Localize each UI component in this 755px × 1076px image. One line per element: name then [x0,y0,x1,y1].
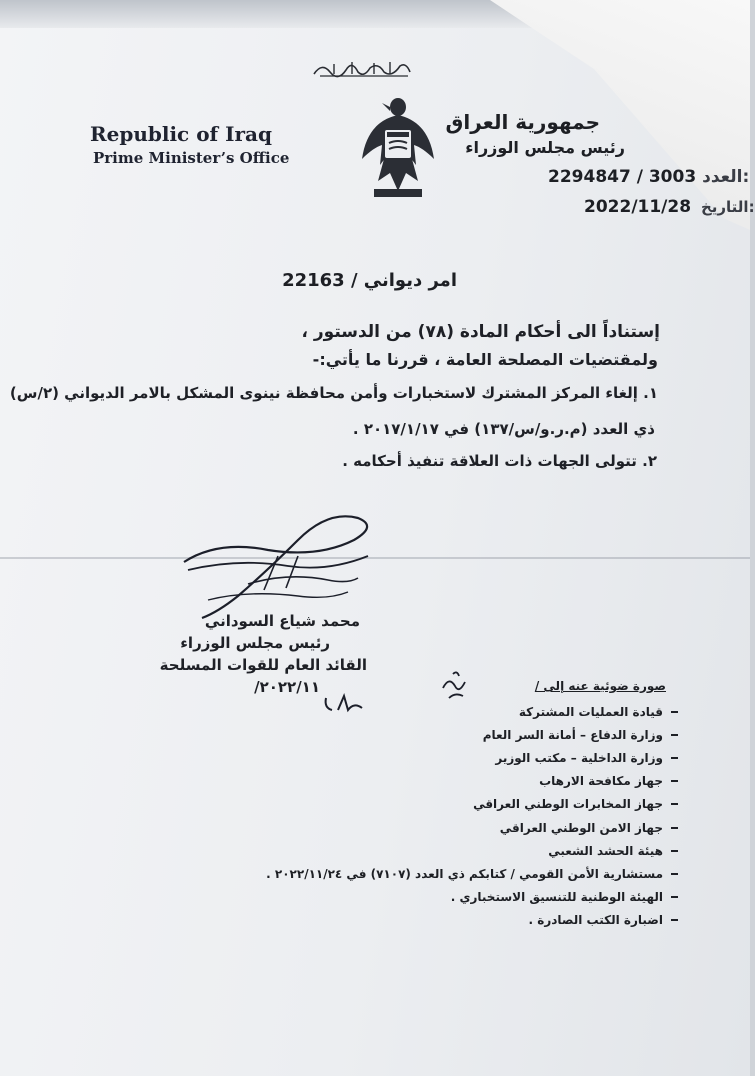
order-preamble-line1: إستناداً الى أحكام المادة (٧٨) من الدستور ، [301,322,660,342]
cc-heading: صورة ضوئية عنه إلى / [534,679,666,693]
cc-recipient [178,746,678,769]
cc-recipient-text: جهاز المخابرات الوطني العراقي [473,797,663,812]
signatory-name: محمد شياع السوداني [204,612,360,630]
cc-recipient [178,793,678,816]
dash-bullet [671,827,678,829]
cc-recipient-text: وزارة الدفاع – أمانة السر العام [482,727,663,742]
english-title-republic: Republic of Iraq [90,122,272,146]
cc-recipient-text: مستشارية الأمن القومي / كتابكم ذي العدد (٧١٠٧) في ٢٠٢٢/١١/٢٤ . [266,866,663,881]
cc-recipient-text: وزارة الداخلية – مكتب الوزير [495,750,663,765]
dash-bullet [671,734,678,736]
cc-recipient [178,839,678,862]
signature-date: ٢٠٢٢/١١/ [254,678,320,696]
signatory-title-commander: القائد العام للقوات المسلحة [159,656,367,674]
cc-recipient-text: اضبارة الكتب الصادرة . [528,913,663,928]
dash-bullet [671,919,678,921]
basmala-calligraphy [312,56,412,82]
order-title: امر ديواني / 22163 [282,270,457,291]
reference-label: العدد: [702,167,750,187]
english-title-office: Prime Minister’s Office [93,149,290,167]
cc-recipient [178,862,678,885]
date-value: 2022/11/28 [584,197,692,217]
dash-bullet [671,711,678,713]
cc-recipient [178,886,678,909]
cc-recipient-text: جهاز الامن الوطني العراقي [499,820,663,835]
dash-bullet [671,850,678,852]
eagle-emblem-icon [360,95,436,201]
handwritten-signature [178,500,408,630]
dash-bullet [671,757,678,759]
cc-recipient-text: قيادة العمليات المشتركة [518,704,663,719]
cc-recipient [178,816,678,839]
arabic-title-republic: جمهورية العراق [445,110,600,134]
handwritten-initials [437,668,473,704]
reference-value: 2294847 / 3003 [548,167,697,187]
date-label: التاريخ: [700,198,755,216]
arabic-title-office: رئيس مجلس الوزراء [465,138,625,157]
cc-recipient [178,909,678,932]
order-item1-line1: ١. إلغاء المركز المشترك لاستخبارات وأمن محافظة نينوى المشكل بالامر الديواني (٢/س) [9,384,658,402]
order-item2: ٢. تتولى الجهات ذات العلاقة تنفيذ أحكامه . [342,452,657,470]
reference-number [548,167,749,187]
cc-recipient-text: جهاز مكافحة الارهاب [539,774,663,789]
dash-bullet [671,780,678,782]
dash-bullet [671,873,678,875]
cc-recipient-list [178,700,678,932]
cc-recipient-text: الهيئة الوطنية للتنسيق الاستخباري . [450,890,663,905]
dash-bullet [671,803,678,805]
document-date [584,197,755,217]
signatory-title-pm: رئيس مجلس الوزراء [180,634,330,652]
cc-recipient [178,723,678,746]
order-preamble-line2: ولمقتضيات المصلحة العامة ، قررنا ما يأتي:- [312,350,658,369]
cc-recipient-text: هيئة الحشد الشعبي [548,843,663,858]
cc-recipient [178,770,678,793]
order-item1-line2: ذي العدد (م.ر.و/س/١٣٧) في ٢٠١٧/١/١٧ . [352,420,655,438]
dash-bullet [671,896,678,898]
cc-recipient [178,700,678,723]
